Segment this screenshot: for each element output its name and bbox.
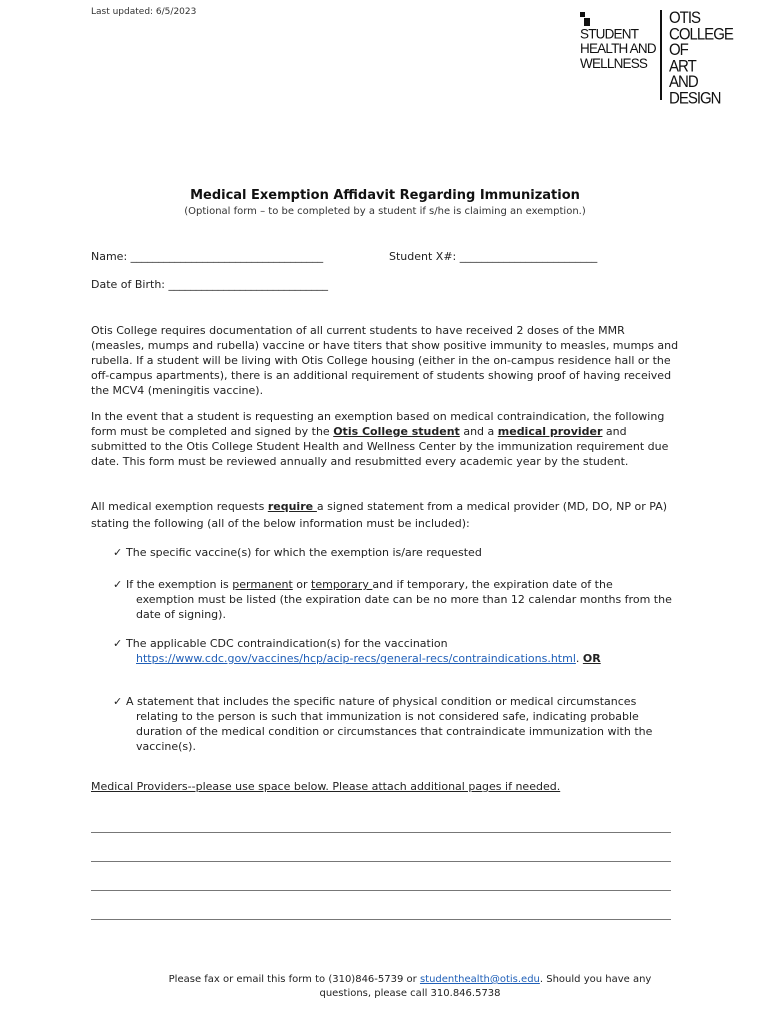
provider-writing-line[interactable] [91,832,671,833]
text-run: . Should you have any [539,974,652,985]
last-updated: Last updated: 6/5/2023 [91,7,197,17]
logo-line: DESIGN [669,88,721,108]
provider-writing-line[interactable] [91,919,671,920]
logo-line: WELLNESS [580,55,648,72]
text-run: In the event that a student is requesting an exemption based on medical contraindication, the following form must be completed and signed by the [91,410,665,438]
footer-phone: questions, please call 310.846.5738 [319,988,501,999]
emphasis-provider: medical provider [497,425,603,438]
item-continuation: relating to the person is such that immunization is not considered safe, indicating probable duration of the medical condition or circumstances that contraindicate immunization with the vaccine(s). [136,710,653,753]
requirements-paragraph: Otis College requires documentation of all current students to have received 2 doses of the MMR (measles, mumps and rubella) vaccine or have titers that show positive immunity to measles, mumps and rubella. If a student will be living with Otis College housing (either in the on-campus residence hall or the off-campus apartments), there is an additional requirement of students showing proof of having received the MCV4 (meningitis vaccine). [91,324,679,397]
text-run: a signed statement from a medical provider (MD, DO, NP or PA) stating the following (all of the below information must be included): [91,500,668,530]
requirement-item-statement [113,694,683,754]
checkmark-icon: ✓ [113,546,123,559]
logo-line: OTIS [669,8,701,28]
logo-line: COLLEGE [669,24,733,44]
logo-line: ART [669,56,696,76]
cdc-contraindications-link[interactable]: https://www.cdc.gov/vaccines/hcp/acip-recs/general-recs/contraindications.html [136,652,576,665]
text-run: . [575,652,583,665]
emphasis-student: Otis College student [333,425,460,438]
emphasis-or: OR [582,652,601,665]
statement-paragraph [91,498,681,532]
document-subtitle: (Optional form – to be completed by a student if s/he is claiming an exemption.) [184,206,586,217]
item-text: A statement that includes the specific nature of physical condition or medical circumstances [126,695,637,708]
emphasis-require: require [267,500,317,513]
item-text: The applicable CDC contraindication(s) for the vaccination [126,637,448,650]
text-run: and submitted to the Otis College Student Health and Wellness Center by the immunization requirement due date. This form must be reviewed annually and resubmitted every academic year by the student. [91,425,669,468]
footer-contact [0,973,770,1001]
logo-line: HEALTH AND [580,40,656,57]
date-of-birth-field[interactable]: Date of Birth: _____________________________ [91,278,328,291]
requirement-item-expiration [113,577,683,622]
provider-writing-line[interactable] [91,861,671,862]
text-run: Please fax or email this form to (310)846-5739 or [168,974,420,985]
text-run: or [292,578,312,591]
exemption-paragraph [91,409,681,469]
checkmark-icon: ✓ [113,637,123,650]
emphasis-permanent: permanent [232,578,293,591]
text-run: and if temporary, the expiration date of the [372,578,613,591]
text-run: and a [459,425,498,438]
item-continuation: exemption must be listed (the expiration date can be no more than 12 calendar months from the date of signing). [136,593,672,621]
emphasis-temporary: temporary [311,578,373,591]
requirement-item-vaccine [113,545,683,560]
otis-college-logo [669,8,733,108]
document-title: Medical Exemption Affidavit Regarding Immunization [190,188,580,203]
name-field[interactable]: Name: ___________________________________ [91,250,324,263]
logo-line: AND [669,72,698,92]
requirement-item-cdc [113,636,683,666]
text-run: If the exemption is [126,578,233,591]
email-link[interactable]: studenthealth@otis.edu [419,974,540,985]
medical-providers-note: Medical Providers--please use space below. Please attach additional pages if needed. [91,780,561,793]
student-id-field[interactable]: Student X#: _________________________ [389,250,598,263]
logo-line: OF [669,40,688,60]
text-run: All medical exemption requests [91,500,268,513]
checkmark-icon: ✓ [113,695,123,708]
logo-divider [660,10,662,100]
checkmark-icon: ✓ [113,578,123,591]
logo-line: STUDENT [580,25,639,42]
provider-writing-line[interactable] [91,890,671,891]
student-health-logo [580,12,656,72]
item-text: The specific vaccine(s) for which the exemption is/are requested [126,546,482,559]
